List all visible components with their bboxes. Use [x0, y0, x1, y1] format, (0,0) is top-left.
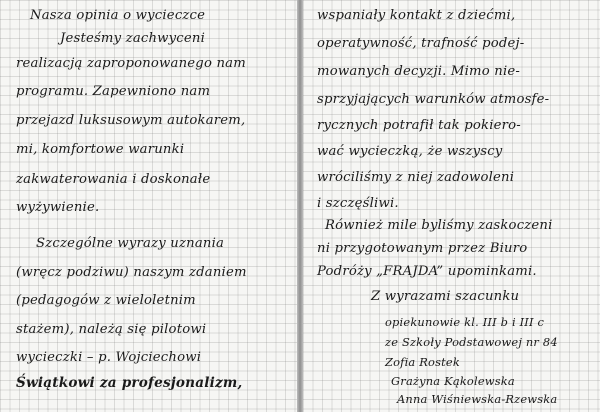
signature-name: Anna Wiśniewska-Rzewska: [397, 392, 558, 406]
text-line: zakwaterowania i doskonałe: [16, 172, 211, 187]
text-line: wróciliśmy z niej zadowoleni: [317, 170, 515, 185]
text-line: sprzyjających warunków atmosfe-: [317, 92, 550, 107]
text-line: stażem), należą się pilotowi: [16, 322, 207, 337]
text-line: Również mile byliśmy zaskoczeni: [325, 218, 553, 233]
text-line: (wręcz podziwu) naszym zdaniem: [16, 265, 247, 280]
text-line: Jesteśmy zachwyceni: [60, 31, 206, 46]
text-line: realizacją zaproponowanego nam: [16, 56, 246, 71]
text-line: Szczególne wyrazy uznania: [36, 236, 225, 251]
text-line: wać wycieczką, że wszyscy: [317, 144, 503, 159]
text-line: ni przygotowanym przez Biuro: [317, 241, 528, 256]
text-line: mowanych decyzji. Mimo nie-: [317, 64, 521, 79]
signature-line: ze Szkoły Podstawowej nr 84: [385, 335, 558, 349]
text-line: przejazd luksusowym autokarem,: [16, 113, 246, 128]
text-line: wycieczki – p. Wojciechowi: [16, 350, 202, 365]
signature-name: Zofia Rostek: [385, 355, 460, 369]
text-line: i szczęśliwi.: [317, 196, 399, 211]
right-page: [303, 0, 600, 412]
letter-title: Nasza opinia o wycieczce: [30, 8, 206, 23]
text-line: mi, komfortowe warunki: [16, 142, 185, 157]
text-line: Świątkowi za profesjonalizm,: [16, 375, 243, 391]
signature-line: opiekunowie kl. III b i III c: [385, 315, 545, 329]
text-line: Podróży „FRAJDA” upominkami.: [317, 264, 537, 279]
text-line: operatywność, trafność podej-: [317, 36, 525, 51]
text-line: wspaniały kontakt z dziećmi,: [317, 8, 516, 23]
text-line: rycznych potrafił tak pokiero-: [317, 118, 521, 133]
closing-line: Z wyrazami szacunku: [371, 289, 520, 304]
signature-name: Grażyna Kąkolewska: [391, 374, 515, 388]
left-page: [0, 0, 297, 412]
text-line: programu. Zapewniono nam: [16, 84, 211, 99]
text-line: wyżywienie.: [16, 200, 100, 215]
text-line: (pedagogów z wieloletnim: [16, 293, 196, 308]
